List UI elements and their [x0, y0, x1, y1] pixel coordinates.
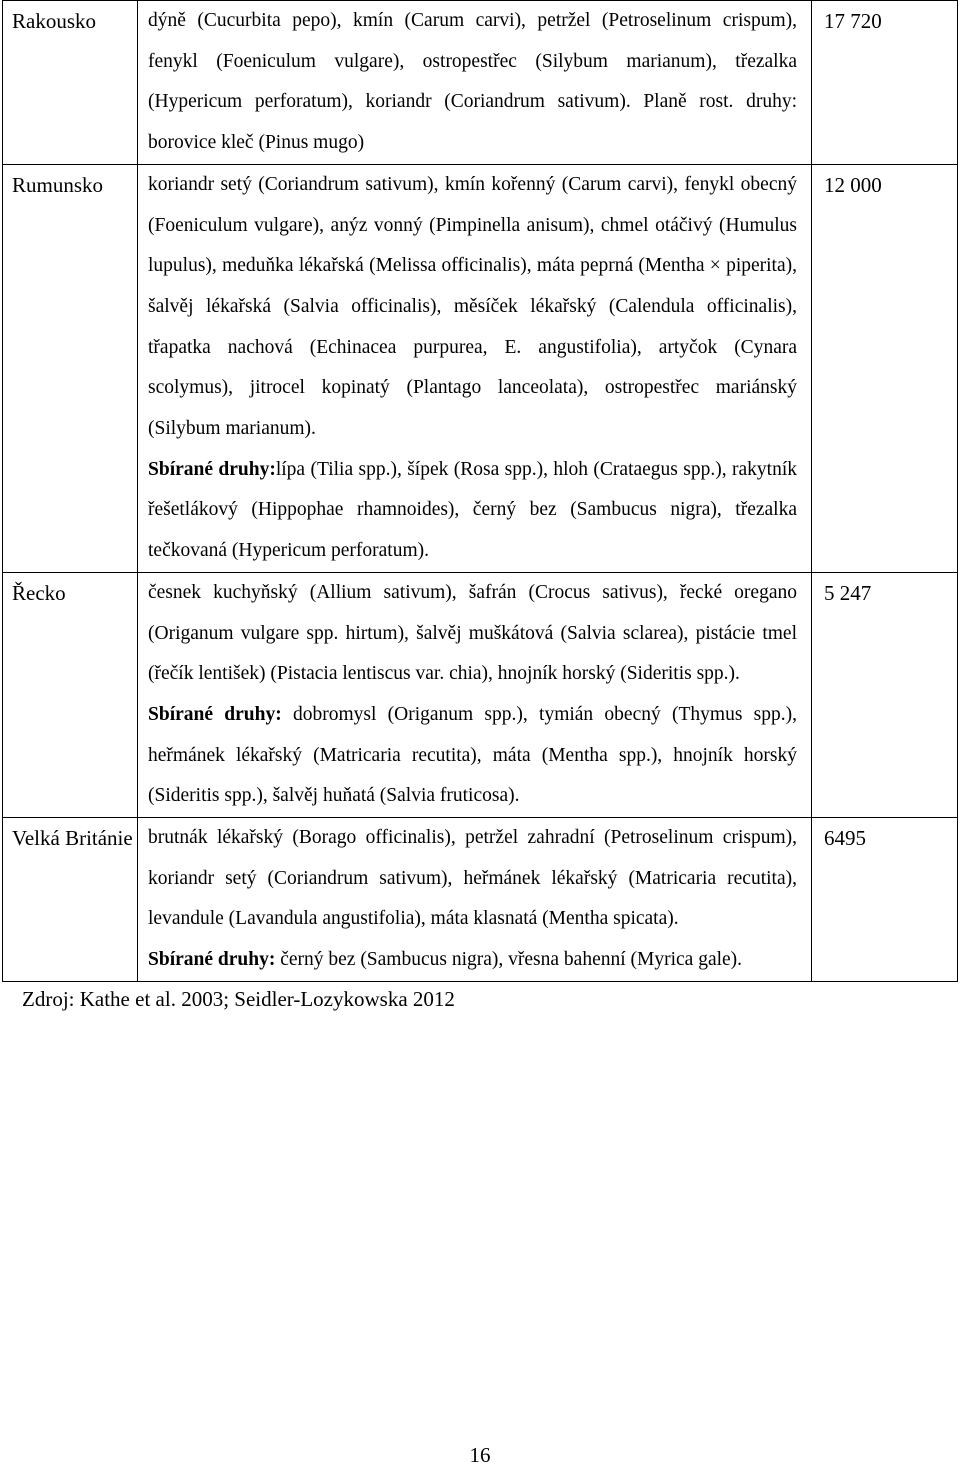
table-row — [3, 1, 958, 165]
plants-cell — [138, 818, 812, 982]
medicinal-plants-table — [2, 0, 958, 982]
collected-species-paragraph — [148, 450, 797, 572]
country-cell: Velká Británie — [3, 818, 138, 982]
area-cell: 5 247 — [812, 572, 958, 817]
source-citation: Zdroj: Kathe et al. 2003; Seidler-Lozykowska 2012 — [22, 987, 455, 1011]
cultivated-species-text: koriandr setý (Coriandrum sativum), kmín kořenný (Carum carvi), fenykl obecný (Foeniculum vulgare), anýz vonný (Pimpinella anisum), chmel otáčivý (Humulus lupulus), meduňka lékařská (Melissa officinalis), máta peprná (Mentha × piperita), šalvěj lékařská (Salvia officinalis), měsíček lékařský (Calendula officinalis), třapatka nachová (Echinacea purpurea, E. angustifolia), artyčok (Cynara scolymus), jitrocel kopinatý (Plantago lanceolata), ostropestřec mariánský (Silybum marianum). — [148, 173, 797, 440]
collected-species-text: dobromysl (Origanum spp.), tymián obecný (Thymus spp.), heřmánek lékařský (Matricaria recutita), máta (Mentha spp.), hnojník horský (Sideritis spp.), šalvěj huňatá (Salvia fruticosa). — [148, 703, 797, 807]
cultivated-species-text: česnek kuchyňský (Allium sativum), šafrán (Crocus sativus), řecké oregano (Origanum vulgare spp. hirtum), šalvěj muškátová (Salvia sclarea), pistácie tmel (řečík lentišek) (Pistacia lentiscus var. chia), hnojník horský (Sideritis spp.). — [148, 581, 797, 685]
page-number: 16 — [469, 1443, 491, 1467]
plants-cell — [138, 572, 812, 817]
collected-species-text: černý bez (Sambucus nigra), vřesna bahenní (Myrica gale). — [275, 949, 743, 971]
collected-species-label: Sbírané druhy: — [148, 703, 282, 725]
collected-species-paragraph — [148, 940, 797, 981]
plants-cell — [138, 164, 812, 572]
area-cell: 17 720 — [812, 1, 958, 165]
collected-species-text: lípa (Tilia spp.), šípek (Rosa spp.), hloh (Crataegus spp.), rakytník řešetlákový (Hippophae rhamnoides), černý bez (Sambucus nigra), třezalka tečkovaná (Hypericum perforatum). — [148, 458, 797, 562]
table-row — [3, 164, 958, 572]
area-cell: 12 000 — [812, 164, 958, 572]
country-cell: Rumunsko — [3, 164, 138, 572]
country-cell: Rakousko — [3, 1, 138, 165]
cultivated-species-text: brutnák lékařský (Borago officinalis), petržel zahradní (Petroselinum crispum), koriandr setý (Coriandrum sativum), heřmánek lékařský (Matricaria recutita), levandule (Lavandula angustifolia), máta klasnatá (Mentha spicata). — [148, 827, 797, 930]
area-cell: 6495 — [812, 818, 958, 982]
plants-cell — [138, 1, 812, 165]
collected-species-label: Sbírané druhy: — [148, 458, 276, 480]
country-cell: Řecko — [3, 572, 138, 817]
collected-species-label: Sbírané druhy: — [148, 949, 276, 971]
cultivated-species-text: dýně (Cucurbita pepo), kmín (Carum carvi), petržel (Petroselinum crispum), fenykl (Foeniculum vulgare), ostropestřec (Silybum marianum), třezalka (Hypericum perforatum), koriandr (Coriandrum sativum). Planě rost. druhy: borovice kleč (Pinus mugo) — [148, 10, 797, 154]
table-row — [3, 572, 958, 817]
collected-species-paragraph — [148, 695, 797, 817]
table-row — [3, 818, 958, 982]
